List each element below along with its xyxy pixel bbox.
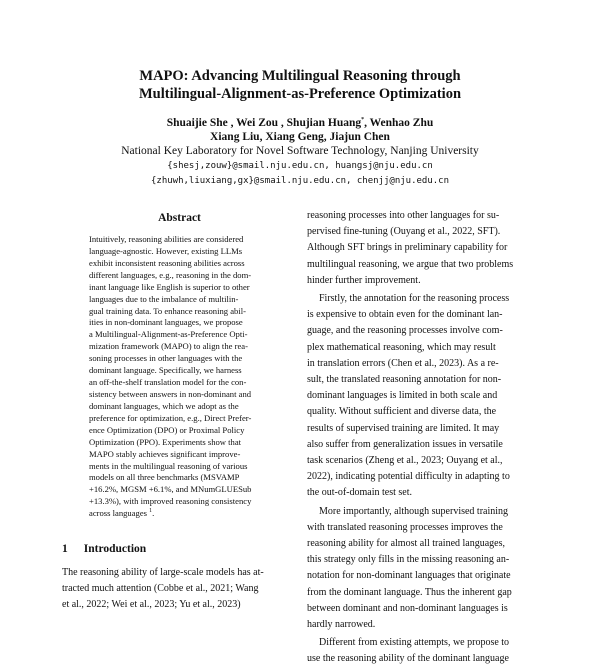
paper-title-line-2: Multilingual-Alignment-as-Preference Optimization — [138, 86, 462, 102]
section-title: Introduction — [83, 543, 147, 555]
authors-part-a: Shuaijie She , Wei Zou , Shujian Huang — [166, 117, 362, 129]
body-line: hinder further improvement. — [307, 274, 421, 286]
abstract-line: gual training data. To enhance reasoning abil- — [89, 305, 246, 316]
abstract-line: Optimization (PPO). Experiments show that — [89, 436, 242, 447]
abstract-heading: Abstract — [158, 212, 201, 224]
abstract-line: different languages, e.g., reasoning in the dom- — [89, 269, 252, 280]
abstract-line: across languages $^1$. — [89, 508, 155, 519]
body-line: quality. Without sufficient and diverse data, the — [307, 406, 497, 418]
abstract-end-punct: . — [152, 508, 155, 519]
body-line: the out-of-domain test set. — [307, 487, 412, 499]
footnote-mark: 1 — [149, 508, 153, 515]
abstract-line: languages due to the imbalance of multilin- — [89, 293, 239, 304]
authors-part-b: , Wenhao Zhu — [364, 117, 434, 129]
body-line: guage, and the reasoning processes involve com- — [307, 325, 503, 337]
email-line-2: {zhuwh,liuxiang,gx}@smail.nju.edu.cn, chenjj@nju.edu.cn — [150, 176, 449, 186]
body-line: is expensive to obtain even for the dominant lan- — [307, 309, 503, 321]
abstract-line: +13.3%), with improved reasoning consistency — [89, 496, 252, 507]
abstract-line: exhibit inconsistent reasoning abilities across — [89, 257, 245, 268]
abstract-line: dominant language. Specifically, we harness — [89, 365, 242, 376]
abstract-line: dominant languages, which we adopt as the — [89, 400, 239, 411]
body-line: hardly narrowed. — [307, 619, 376, 631]
body-line: task scenarios (Zheng et al., 2023; Ouyang et al., — [307, 455, 503, 467]
body-line: 2022), indicating potential difficulty in adapting to — [307, 471, 510, 483]
intro-line: tracted much attention (Cobbe et al., 2021; Wang — [62, 583, 259, 594]
body-line: reasoning processes into other languages for su- — [307, 210, 500, 221]
body-line: reasoning ability for almost all trained languages, — [307, 538, 505, 550]
abstract-line: MAPO stably achieves significant improve- — [89, 448, 241, 459]
corresponding-author-mark: * — [361, 117, 365, 124]
author-line-2: Xiang Liu, Xiang Geng, Jiajun Chen — [210, 131, 390, 143]
body-line: sult, the translated reasoning annotation for non- — [307, 374, 502, 386]
abstract-line: +16.2%, MGSM +6.1%, and MNumGLUESub — [89, 484, 252, 495]
email-line-1: {shesj,zouw}@smail.nju.edu.cn, huangsj@nju.edu.cn — [167, 161, 433, 171]
abstract-line: inant language like English is superior to other — [89, 281, 250, 292]
body-line: also suffer from generalization issues in versatile — [307, 438, 503, 450]
paper-title-line-1: MAPO: Advancing Multilingual Reasoning through — [139, 68, 461, 84]
body-line: notation for non-dominant languages that originate — [307, 570, 511, 582]
abstract-line: models on all three benchmarks (MSVAMP — [89, 472, 240, 483]
abstract-line: language-agnostic. However, existing LLMs — [89, 245, 243, 256]
abstract-line: ence Optimization (DPO) or Proximal Policy — [89, 424, 245, 435]
body-line: plex mathematical reasoning, which may result — [307, 341, 496, 353]
body-line: Although SFT brings in preliminary capability for — [307, 242, 508, 254]
body-line: results of supervised training are limited. It may — [307, 422, 500, 434]
body-line: this strategy only fills in the missing reasoning an- — [307, 554, 510, 566]
body-line: with translated reasoning processes improves the — [307, 521, 503, 533]
abstract-line: an off-the-shelf translation model for the con- — [89, 377, 247, 388]
body-line: in translation errors (Chen et al., 2023). As a re- — [307, 357, 499, 369]
abstract-line: preference for optimization, e.g., Direct Prefer- — [89, 412, 252, 423]
intro-line: et al., 2022; Wei et al., 2023; Yu et al., 2023) — [62, 599, 241, 610]
abstract-line: ments in the multilingual reasoning of various — [89, 460, 248, 471]
abstract-line: sistency between answers in non-dominant and — [89, 388, 252, 399]
body-line: Firstly, the annotation for the reasoning process — [319, 293, 510, 305]
author-line-1 — [0, 116, 600, 130]
abstract-line: ities in non-dominant languages, we propose — [89, 317, 243, 328]
abstract-line: a Multilingual-Alignment-as-Preference Opti- — [89, 329, 248, 340]
body-line: use the reasoning ability of the dominant language — [307, 653, 509, 665]
abstract-line: Intuitively, reasoning abilities are considered — [89, 234, 244, 244]
body-line: from the dominant language. Thus the inherent gap — [307, 586, 512, 598]
section-number: 1 — [62, 543, 68, 555]
introduction-body — [62, 565, 294, 613]
body-line: multilingual reasoning, we argue that two problems — [307, 258, 514, 270]
abstract-line: soning processes in other languages with the — [89, 353, 243, 364]
abstract-body — [89, 234, 274, 520]
body-line: pervised fine-tuning (Ouyang et al., 2022, SFT). — [307, 226, 501, 238]
body-line: More importantly, although supervised training — [319, 505, 509, 517]
affiliation: National Key Laboratory for Novel Software Technology, Nanjing University — [121, 145, 479, 157]
body-line: Different from existing attempts, we propose to — [319, 637, 510, 649]
right-column-body — [307, 208, 540, 668]
body-line: between dominant and non-dominant languages is — [307, 602, 508, 614]
abstract-line: mization framework (MAPO) to align the rea- — [89, 341, 248, 352]
body-line: dominant languages is limited in both scale and — [307, 390, 498, 402]
intro-line: The reasoning ability of large-scale models has at- — [62, 567, 264, 578]
section-heading-introduction — [62, 543, 146, 555]
